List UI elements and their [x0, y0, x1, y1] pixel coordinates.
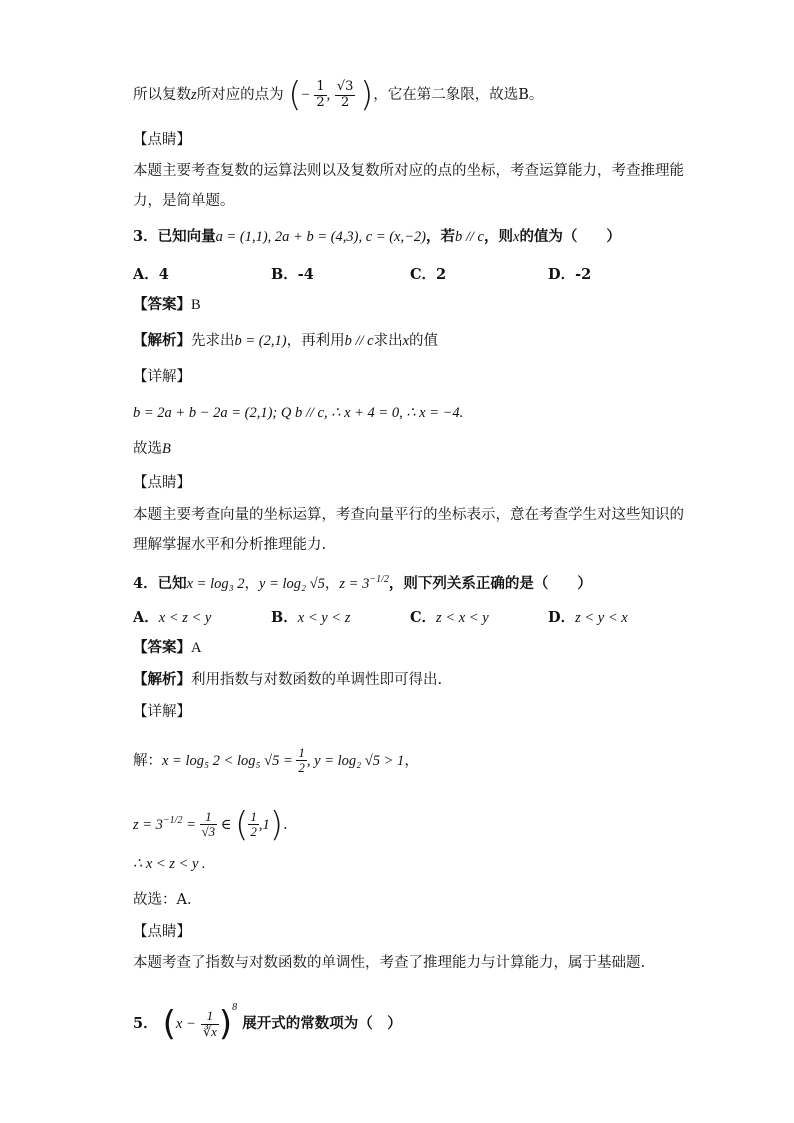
den: √3 — [201, 824, 216, 840]
math-exponent: −1/2 — [369, 574, 389, 585]
text: ，则 — [484, 228, 513, 245]
num: 1 — [201, 1009, 219, 1024]
comma: ， — [244, 575, 260, 592]
comma: ， — [324, 575, 340, 592]
question-number: 4． — [133, 574, 158, 592]
math-condition: b // c — [455, 229, 484, 245]
den: 2 — [340, 94, 350, 110]
den: 2 — [250, 824, 257, 840]
fraction — [296, 746, 307, 776]
option-c — [410, 606, 489, 627]
option-math: x < z < y — [158, 610, 212, 626]
text: 所以复数 — [133, 87, 191, 103]
detail-heading-4: 【详解】 — [133, 704, 191, 720]
question-number: 3． — [133, 228, 158, 245]
math-expression: ,1 — [258, 816, 270, 833]
den: 2 — [316, 94, 325, 110]
math-x: x — [402, 333, 410, 349]
text: ，则下列关系正确的是（ ） — [388, 574, 592, 592]
math-expression: a = (1,1), 2a + b = (4,3), c = (x,−2) — [215, 229, 426, 245]
num: √3 — [336, 79, 354, 95]
paren-left: ( — [235, 804, 249, 845]
analysis-4 — [133, 670, 442, 690]
text: 利用指数与对数函数的单调性即可得出. — [191, 672, 443, 688]
text: ，再利用 — [286, 333, 345, 349]
text: 展开式的常数项为（ ） — [242, 1015, 402, 1032]
text: 的值为（ ） — [519, 228, 621, 245]
answer-3 — [133, 295, 201, 315]
math-z: z — [191, 87, 197, 103]
math-exponent: −1/2 — [162, 815, 183, 826]
math-expression: x − — [175, 1016, 196, 1032]
answer-tag: 【答案】 — [133, 639, 191, 656]
answer-value: B — [191, 297, 201, 313]
paren-right: ) — [360, 75, 374, 115]
math-expression: x = log₅ 2 < log₅ √5 = — [162, 752, 297, 769]
paren-left: ( — [162, 1004, 176, 1044]
option-a — [133, 606, 211, 627]
option-label: C． — [410, 609, 437, 626]
fraction — [201, 1009, 219, 1039]
option-math: z < y < x — [575, 610, 628, 626]
paren-left: ( — [288, 75, 302, 115]
equals: = — [182, 816, 200, 833]
num: 1 — [316, 79, 325, 95]
answer-value: B — [162, 441, 171, 457]
text: 求出 — [373, 333, 403, 349]
paragraph-line: 本题考查了指数与对数函数的单调性，考查了推理能力与计算能力，属于基础题. — [133, 955, 646, 971]
text: 已知 — [157, 574, 187, 592]
math-expression: , y = log₂ √5 > 1 — [306, 752, 405, 769]
answer-value: A — [191, 640, 202, 656]
paragraph-line: 本题主要考查向量的坐标运算，考查向量平行的坐标表示，意在考查学生对这些知识的 — [133, 507, 684, 523]
option-c: C．2 — [410, 266, 447, 283]
fraction — [248, 810, 259, 840]
option-d: D．-2 — [548, 266, 592, 283]
solution-line-1 — [133, 746, 419, 776]
section-dianjing: 【点睛】 — [133, 924, 191, 940]
text: 故选 — [133, 441, 162, 457]
period: . — [283, 816, 288, 833]
text: ，它在第二象限，故选B。 — [373, 87, 544, 103]
option-b — [271, 606, 350, 627]
analysis-3 — [133, 331, 438, 351]
paragraph-line: 本题主要考查复数的运算法则以及复数所对应的点的坐标，考查运算能力，考查推理能 — [133, 163, 684, 179]
option-label: D． — [548, 609, 576, 626]
den: 2 — [298, 760, 305, 776]
num: 1 — [298, 745, 305, 760]
option-d — [548, 606, 628, 627]
analysis-tag: 【解析】 — [133, 332, 191, 349]
math-exponent: 8 — [232, 1002, 238, 1013]
line-complex-point — [133, 75, 544, 115]
math-y: y = log₂ √5 — [259, 575, 325, 592]
text: ， — [404, 752, 419, 769]
choose-4: 故选：A． — [133, 892, 202, 908]
section-dianjing: 【点睛】 — [133, 475, 191, 491]
option-math: z < x < y — [436, 610, 489, 626]
minus: − — [301, 87, 310, 103]
num: 1 — [200, 810, 218, 825]
text: 先求出 — [191, 333, 235, 349]
paragraph-line: 理解掌握水平和分析推理能力. — [133, 537, 327, 553]
math-expression: b = (2,1) — [234, 333, 287, 349]
question-3 — [133, 227, 621, 247]
text: ，若 — [426, 228, 455, 245]
math-x: x = log₃ 2 — [186, 575, 245, 592]
question-number: 5． — [133, 1015, 158, 1032]
paren-right: ) — [218, 1004, 233, 1044]
text: 已知向量 — [157, 228, 216, 245]
text: 解： — [133, 752, 162, 769]
answer-4 — [133, 638, 201, 658]
math-z: z = 3 — [339, 575, 370, 592]
option-label: B． — [271, 609, 298, 626]
comma: , — [326, 87, 331, 103]
section-dianjing: 【点睛】 — [133, 132, 191, 148]
option-a: A．4 — [133, 266, 169, 283]
option-math: x < y < z — [297, 610, 351, 626]
question-4 — [133, 570, 592, 594]
math-condition: b // c — [344, 333, 374, 349]
text: 所对应的点为 — [196, 87, 284, 103]
math-x: x — [513, 229, 520, 245]
fraction — [314, 80, 326, 110]
math-z: z = 3 — [133, 816, 163, 833]
option-b: B．-4 — [271, 266, 314, 283]
solution-line-2 — [133, 804, 288, 845]
detail-heading-3: 【详解】 — [133, 369, 191, 385]
text: 的值 — [409, 333, 439, 349]
option-label: A． — [133, 609, 159, 626]
question-5 — [133, 990, 402, 1042]
calculation-3: b = 2a + b − 2a = (2,1); Q b // c, ∴ x + 4 = 0, ∴ x = −4. — [133, 405, 464, 421]
element-of: ∈ — [217, 816, 236, 833]
fraction — [335, 80, 356, 110]
paren-right: ) — [269, 804, 284, 845]
answer-tag: 【答案】 — [133, 296, 191, 313]
analysis-tag: 【解析】 — [133, 671, 191, 688]
paragraph-line: 力，是简单题。 — [133, 193, 235, 209]
solution-line-3: ∴ x < z < y . — [133, 856, 206, 872]
fraction — [200, 810, 218, 840]
num: 1 — [250, 809, 257, 825]
den: ∛x — [202, 1023, 217, 1039]
choose-3 — [133, 439, 171, 459]
